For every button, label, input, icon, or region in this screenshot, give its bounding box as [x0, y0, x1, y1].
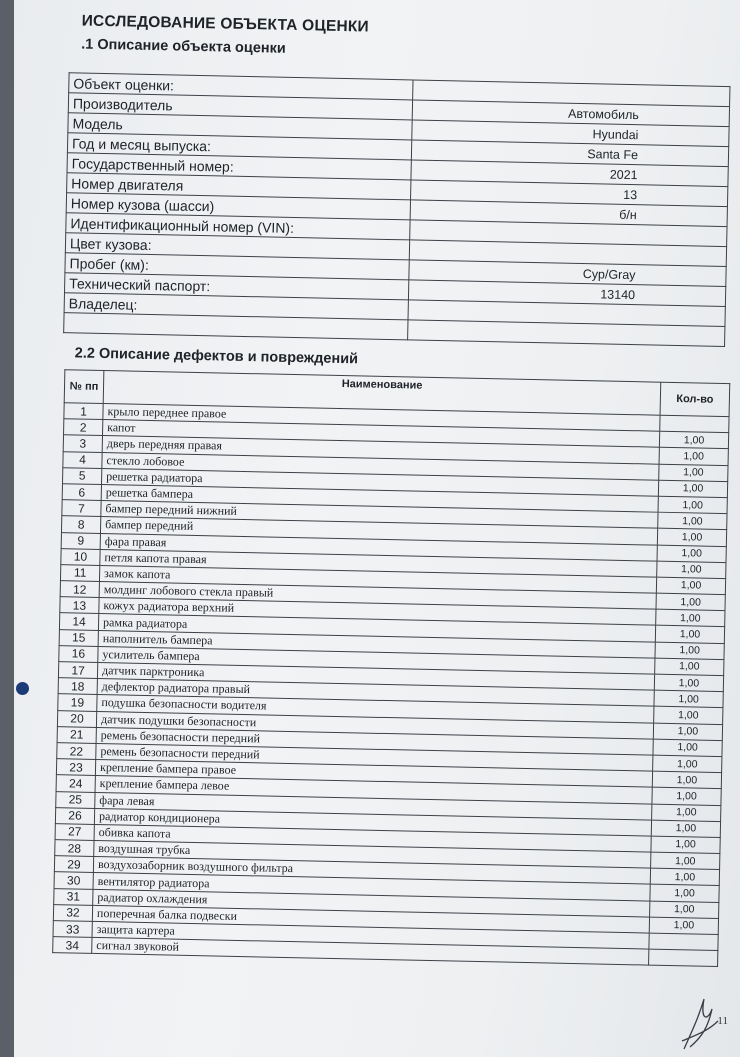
document-title: ИССЛЕДОВАНИЕ ОБЪЕКТА ОЦЕНКИ: [81, 12, 370, 36]
defect-name: датчик подушки безопасности: [96, 711, 653, 739]
defect-name: стекло лобовое: [102, 452, 659, 480]
defect-number: 17: [58, 662, 97, 679]
defect-number: 18: [58, 678, 97, 695]
defect-name: крепление бампера левое: [95, 776, 652, 804]
defect-name: фара правая: [100, 533, 657, 561]
info-value: Santa Fe: [411, 140, 728, 167]
page-number: 11: [717, 1015, 728, 1027]
defect-quantity: 1,00: [652, 771, 721, 789]
info-label: Объект оценки:: [69, 73, 413, 100]
defect-number: 34: [53, 937, 92, 954]
info-label: Владелец:: [64, 293, 408, 320]
defect-quantity: 1,00: [651, 836, 720, 854]
defect-name: сигнал звуковой: [92, 938, 649, 966]
defect-name: фара левая: [95, 792, 652, 820]
defect-quantity: 1,00: [658, 512, 727, 530]
defect-name: обивка капота: [94, 824, 651, 852]
info-label: Цвет кузова:: [65, 233, 409, 260]
defect-name: дверь передняя правая: [102, 436, 659, 464]
defect-name: петля капота правая: [100, 549, 657, 577]
defect-quantity: [649, 949, 718, 967]
defect-name: рамка радиатора: [98, 614, 655, 642]
info-label: Номер двигателя: [67, 173, 411, 200]
defect-number: 11: [60, 565, 99, 582]
signature-icon: [678, 991, 722, 1051]
defect-name: воздухозаборник воздушного фильтра: [93, 857, 650, 885]
info-label: Пробег (км):: [65, 253, 409, 280]
info-label: Государственный номер:: [67, 153, 411, 180]
defect-name: решетка радиатора: [101, 468, 658, 496]
document-page: [14, 0, 740, 1057]
defect-quantity: 1,00: [658, 496, 727, 514]
defect-number: 1: [64, 403, 103, 420]
defect-quantity: 1,00: [656, 577, 725, 595]
info-value: 13140: [408, 280, 725, 307]
defect-number: 10: [61, 548, 100, 565]
info-label: Номер кузова (шасси): [66, 193, 410, 220]
defect-quantity: 1,00: [655, 658, 724, 676]
defect-name: датчик парктроника: [97, 662, 654, 690]
defect-quantity: 1,00: [655, 642, 724, 660]
defects-table: [52, 369, 730, 967]
defect-number: 27: [55, 823, 94, 840]
defect-name: крепление бампера правое: [95, 760, 652, 788]
header-number: № пп: [64, 370, 104, 404]
defect-number: 26: [55, 807, 94, 824]
defect-quantity: 1,00: [655, 626, 724, 644]
defect-number: 16: [59, 645, 98, 662]
object-info-table: [63, 72, 730, 347]
info-label: Модель: [68, 113, 412, 140]
defect-name: наполнитель бампера: [98, 630, 655, 658]
defect-name: радиатор охлаждения: [93, 889, 650, 917]
defect-quantity: 1,00: [652, 804, 721, 822]
defect-quantity: 1,00: [659, 448, 728, 466]
defect-quantity: 1,00: [658, 480, 727, 498]
binder-hole-mark: [16, 682, 29, 695]
defect-quantity: 1,00: [650, 885, 719, 903]
defect-number: 4: [63, 451, 102, 468]
defect-quantity: 1,00: [654, 674, 723, 692]
defect-name: бампер передний нижний: [101, 501, 658, 529]
defect-name: усилитель бампера: [98, 646, 655, 674]
defect-quantity: [649, 933, 718, 951]
defect-name: кожух радиатора верхний: [99, 598, 656, 626]
defect-name: дефлектор радиатора правый: [97, 679, 654, 707]
defect-number: 32: [53, 904, 92, 921]
defect-name: поперечная балка подвески: [92, 905, 649, 933]
defect-quantity: 1,00: [652, 787, 721, 805]
defect-number: 2: [64, 419, 103, 436]
info-value: Hyundai: [412, 120, 729, 147]
defect-name: воздушная трубка: [94, 841, 651, 869]
defect-quantity: 1,00: [651, 852, 720, 870]
info-label: Производитель: [68, 93, 412, 120]
defect-number: 31: [54, 888, 93, 905]
defect-number: 5: [62, 467, 101, 484]
defect-name: ремень безопасности передний: [96, 727, 653, 755]
defect-number: 19: [58, 694, 97, 711]
document-content: [38, 6, 728, 967]
defect-number: 20: [57, 710, 96, 727]
defect-quantity: 1,00: [650, 901, 719, 919]
defect-quantity: 1,00: [657, 545, 726, 563]
defect-number: 21: [57, 726, 96, 743]
defect-number: 15: [59, 629, 98, 646]
defect-quantity: 1,00: [654, 690, 723, 708]
defect-name: молдинг лобового стекла правый: [99, 582, 656, 610]
section-1-title: .1 Описание объекта оценки: [81, 36, 286, 57]
defect-name: радиатор кондиционера: [94, 808, 651, 836]
info-label: Технический паспорт:: [64, 273, 408, 300]
defect-number: 30: [54, 872, 93, 889]
info-value: Сур/Gray: [409, 260, 726, 287]
defect-name: крыло переднее правое: [103, 404, 660, 432]
defect-name: бампер передний: [100, 517, 657, 545]
defect-name: подушка безопасности водителя: [97, 695, 654, 723]
defect-number: 12: [60, 581, 99, 598]
defect-quantity: 1,00: [653, 723, 722, 741]
defect-name: решетка бампера: [101, 484, 658, 512]
info-label: Год и месяц выпуска:: [67, 133, 411, 160]
defect-number: 24: [56, 775, 95, 792]
defect-quantity: [660, 415, 729, 433]
defect-name: замок капота: [99, 565, 656, 593]
defect-number: 9: [61, 532, 100, 549]
defect-number: 25: [56, 791, 95, 808]
defect-quantity: 1,00: [657, 561, 726, 579]
defect-number: 7: [62, 500, 101, 517]
defect-quantity: 1,00: [653, 755, 722, 773]
defect-number: 22: [57, 743, 96, 760]
defect-name: защита картера: [92, 921, 649, 949]
info-label: Идентификационный номер (VIN):: [66, 213, 410, 240]
defect-name: ремень безопасности передний: [96, 743, 653, 771]
defect-quantity: 1,00: [657, 528, 726, 546]
info-value: 2021: [411, 160, 728, 187]
defect-number: 3: [63, 435, 102, 452]
defect-quantity: 1,00: [649, 917, 718, 935]
info-value: 13: [411, 180, 728, 207]
defect-quantity: 1,00: [656, 609, 725, 627]
defect-number: 13: [60, 597, 99, 614]
header-quantity: Кол-во: [660, 382, 730, 416]
defect-quantity: 1,00: [651, 820, 720, 838]
defect-name: вентилятор радиатора: [93, 873, 650, 901]
info-value: Автомобиль: [412, 100, 729, 127]
defect-quantity: 1,00: [656, 593, 725, 611]
defect-number: 8: [61, 516, 100, 533]
defect-number: 33: [53, 921, 92, 938]
section-2-title: 2.2 Описание дефектов и повреждений: [74, 345, 359, 368]
defect-quantity: 1,00: [650, 868, 719, 886]
defect-number: 23: [56, 759, 95, 776]
defect-quantity: 1,00: [659, 431, 728, 449]
defect-name: капот: [103, 420, 660, 448]
defect-quantity: 1,00: [654, 707, 723, 725]
defect-number: 14: [59, 613, 98, 630]
defect-quantity: 1,00: [653, 739, 722, 757]
defect-quantity: 1,00: [659, 464, 728, 482]
defect-number: 6: [62, 484, 101, 501]
defect-number: 29: [54, 856, 93, 873]
defect-number: 28: [55, 840, 94, 857]
info-value: б/н: [410, 200, 727, 227]
header-name: Наименование: [103, 371, 661, 416]
